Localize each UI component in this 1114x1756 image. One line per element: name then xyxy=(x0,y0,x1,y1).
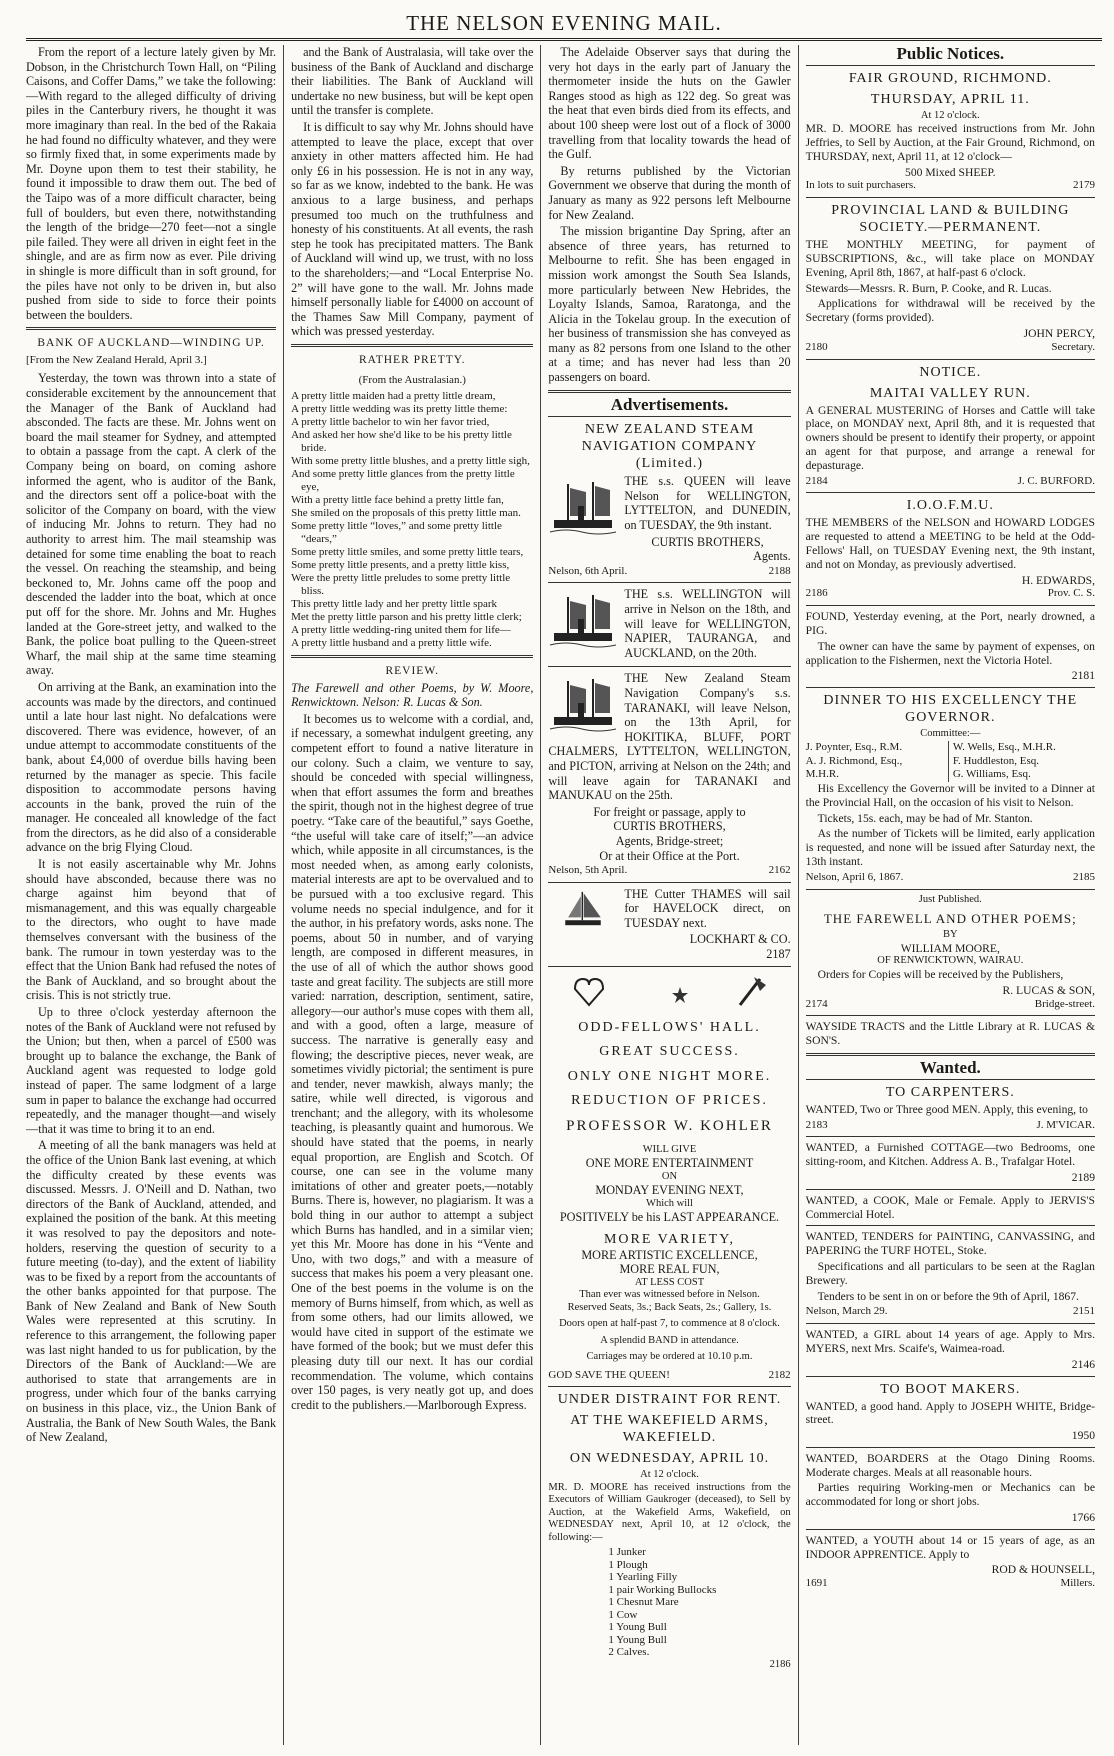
auction-item: 1 pair Working Bullocks xyxy=(608,1583,717,1596)
reduction: REDUCTION OF PRICES. xyxy=(571,1093,768,1109)
withdrawal: Applications for withdrawal will be received by the Secretary (forms provided). xyxy=(805,297,1095,325)
edwards-line xyxy=(806,587,1095,601)
article-paragraph: The Adelaide Observer says that during the very hot days in the early part of January the thermometer inside the huts on the Gawler Ranges stood as high as 122 deg. So great was the heat that even birds died from its effects, and about 100 sheep were lost out of a flock of 3000 travelling from that locality towards the head of the Gulf. xyxy=(548,45,791,162)
moore-auction-text: MR. D. MOORE has received instructions from the Executors of William Gaukroger (deceased), to Sell by Auction, at the Wakefield Arms, Wakefield, on WEDNESDAY next, April 10, at 12 o'clock, the following:— xyxy=(548,1481,791,1543)
boot-text: WANTED, a good hand. Apply to JOSEPH WHITE, Bridge-street. xyxy=(805,1399,1095,1427)
committee-right xyxy=(948,741,1095,782)
columns xyxy=(26,45,1102,1745)
notice-title: NOTICE. xyxy=(919,364,982,380)
queen-agents: Agents. xyxy=(753,549,791,564)
burford: J. C. BURFORD. xyxy=(1017,474,1095,487)
carpenters-title: TO CARPENTERS. xyxy=(885,1084,1015,1100)
queen-ad: THE s.s. QUEEN will leave Nelson for WELLINGTON, LYTTELTON, and DUNEDIN, on TUESDAY, the 9th instant. xyxy=(624,474,791,533)
god-save-line xyxy=(548,1368,790,1383)
percy: JOHN PERCY, xyxy=(1023,327,1095,341)
tenders-date: Nelson, March 29. xyxy=(805,1305,888,1318)
cook-text: WANTED, a COOK, Male or Female. Apply to JERVIS'S Commercial Hotel. xyxy=(805,1193,1095,1221)
orders: Orders for Copies will be received by the Publishers, xyxy=(817,967,1064,981)
taranaki-office: Or at their Office at the Port. xyxy=(599,848,740,863)
poem-line: And asked her how she'd like to be his pretty little bride. xyxy=(291,429,512,455)
lucas-line xyxy=(806,998,1095,1012)
mvicar: J. M'VICAR. xyxy=(1036,1118,1095,1131)
boot-makers-title: TO BOOT MAKERS. xyxy=(880,1381,1021,1397)
nzsn-title: NEW ZEALAND STEAM NAVIGATION COMPANY (Limited.) xyxy=(581,422,758,472)
thames-signature: LOCKHART & CO. xyxy=(689,932,791,947)
ad-number: 2183 xyxy=(805,1118,828,1131)
tickets: Tickets, 15s. each, may be had of Mr. Stanton. xyxy=(817,811,1033,825)
lucas: R. LUCAS & SON, xyxy=(1002,983,1095,997)
review-heading: REVIEW. xyxy=(385,665,439,678)
ad-number: 2146 xyxy=(1071,1357,1095,1371)
hall-title: ODD-FELLOWS' HALL. xyxy=(578,1019,761,1035)
william-moore: WILLIAM MOORE, xyxy=(900,941,1000,955)
ad-number: 2151 xyxy=(1072,1305,1095,1318)
thames-ad: THE Cutter THAMES will sail for HAVELOCK direct, on TUESDAY next. xyxy=(624,886,791,930)
limited: As the number of Tickets will be limited, early application is requested, and none will be issued after Saturday next, the 13th instant. xyxy=(805,827,1095,869)
divider xyxy=(548,666,790,667)
divider xyxy=(806,65,1095,66)
renwicktown: OF RENWICKTOWN, WAIRAU. xyxy=(877,955,1024,967)
ad-number: 2180 xyxy=(805,340,828,353)
divider xyxy=(806,197,1095,198)
monday: MONDAY EVENING NEXT, xyxy=(595,1183,744,1198)
divider xyxy=(806,1376,1095,1377)
poem-line: This pretty little lady and her pretty little spark xyxy=(291,598,497,611)
wellington-ad: THE s.s. WELLINGTON will arrive in Nelson on the 18th, and will leave for WELLINGTON, NAPIER, TAURANGA, and AUCKLAND, on the 20th. xyxy=(624,587,791,660)
noon: At 12 o'clock. xyxy=(920,109,980,121)
great-success: GREAT SUCCESS. xyxy=(599,1044,740,1060)
poem-line: She smiled on the proposals of this pretty little man. xyxy=(291,507,521,520)
divider xyxy=(548,390,790,393)
column-4 xyxy=(798,45,1102,1745)
poem-line: With a pretty little face behind a pretty little fan, xyxy=(291,494,504,507)
article-paragraph: It is not easily ascertainable why Mr. Johns should have absconded, because there was no charge against him beyond that of mismanagement, and this was equally chargeable to the directors, who ought to have made themselves conversant with the business of the bank. The rumour in town yesterday was to the effect that the Union Bank had refused the notes of the Bank of Auckland, and so brought about the crisis. This is not strictly true. xyxy=(26,857,277,1003)
boarders-text-2: Parties requiring Working-men or Mechanics can be accommodated for long or short jobs. xyxy=(805,1481,1095,1509)
article-paragraph: On arriving at the Bank, an examination into the accounts was made by the directors, and continued until a late hour last night. No defalcations were discovered. There was evidence, however, of an undue attempt to accommodate constituents of the bank, about £4,000 of overdue bills having been returned by the manager as specie. This facile disposition to accommodate persons having accounts in the bank, proved the ruin of the manager. He concealed all knowledge of the fact from the directors, as he did also of a considerable advance on the brig Flying Cloud. xyxy=(26,679,277,855)
carpenters-line xyxy=(806,1119,1095,1133)
article-paragraph: A meeting of all the bank managers was held at the office of the Union Bank last evening, at which the difficulty created by these events was discussed. Messrs. J. O'Neill and D. Nathan, two directors of the Bank of Auckland, attended, and explained the position of the bank. At this meeting it was resolved to pay the depositors and note-holders, reserving the question of security to a future meeting (to-day), and the extent of liability was to be fixed by a report from the accountants of the other banks appointed for that purpose. The Bank of New Zealand and Bank of New South Wales were represented at this scrutiny. In reference to this arrangement, the following paper was last night handed to us for publication, by the Directors of the Bank of Auckland:—We are authorised to state that arrangements are in progress, under which four of the banks carrying on business in this place, viz., the Union Bank of Australia, the Bank of New South Wales, the Bank of New Zealand, xyxy=(26,1138,277,1445)
divider xyxy=(806,1136,1095,1137)
farewell-title: THE FAREWELL AND OTHER POEMS; xyxy=(823,911,1077,927)
divider xyxy=(806,1447,1095,1448)
more-fun: MORE REAL FUN, xyxy=(619,1262,720,1277)
stewards: Stewards—Messrs. R. Burn, P. Cooke, and R. Lucas. xyxy=(805,281,1052,295)
poem-line: A pretty little husband and a pretty little wife. xyxy=(291,637,492,650)
fair-ground-title: FAIR GROUND, RICHMOND. xyxy=(848,70,1052,86)
bridge-street: Bridge-street. xyxy=(1034,997,1095,1010)
masthead: THE NELSON EVENING MAIL. xyxy=(26,8,1102,41)
wednesday-title: ON WEDNESDAY, APRIL 10. xyxy=(569,1451,770,1467)
committee-member: F. Huddleston, Esq. xyxy=(952,754,1040,767)
auction-item: 1 Plough xyxy=(608,1558,648,1571)
ad-number: 2186 xyxy=(805,587,828,600)
taranaki-ad: THE New Zealand Steam Navigation Company's s.s. TARANAKI, will leave Nelson, on the 13th April, for HOKITIKA, BLUFF, PORT CHALMERS, LYTTELTON, WELLINGTON, and PICTON, arriving at Nelson on the 24th; and will leave again for TARANAKI and MANUKAU on the 25th. xyxy=(548,671,791,803)
ad-number: 2184 xyxy=(805,474,828,487)
article-paragraph: and the Bank of Australasia, will take over the business of the Bank of Auckland and discharge their liabilities. The Bank of Auckland will undertake no new business, but will be kept open until the transfer is complete. xyxy=(291,45,534,118)
dinner-line xyxy=(806,871,1095,885)
sheep: 500 Mixed SHEEP. xyxy=(905,165,996,179)
tenders-line xyxy=(806,1305,1095,1319)
review-title: The Farewell and other Poems, by W. Moore, Renwicktown. Nelson: R. Lucas & Son. xyxy=(291,680,534,710)
column-2 xyxy=(283,45,540,1745)
column-3 xyxy=(540,45,797,1745)
article-paragraph: The mission brigantine Day Spring, after an absence of three years, has returned to Melbourne to refit. She has been engaged in mission work amongst the South Sea Islands, more particularly between New Hebrides, the Loyalty Islands, Samoa, Raratonga, and the Alicia in the Tokelau group. In the execution of her business of transmission she has conveyed as many as 82 persons from one Island to the other at a time; and has never had less than 20 passengers on board. xyxy=(548,224,791,385)
taranaki-apply: For freight or passage, apply to xyxy=(593,804,746,819)
ad-number: 2188 xyxy=(768,564,791,577)
cutter-icon xyxy=(548,889,618,933)
tenders-text-3: Tenders to be sent in on or before the 9th of April, 1867. xyxy=(817,1289,1079,1303)
oddfellows-emblems xyxy=(548,971,790,1011)
poem-line: A pretty little wedding-ring united them for life— xyxy=(291,624,511,637)
committee-label: Committee:— xyxy=(920,728,981,740)
divider xyxy=(806,605,1095,606)
tenders-text-2: Specifications and all particulars to be seen at the Raglan Brewery. xyxy=(805,1259,1095,1287)
article-heading: BANK OF AUCKLAND—WINDING UP. xyxy=(37,337,265,350)
provincial-text: THE MONTHLY MEETING, for payment of SUBSCRIPTIONS, &c., will take place on MONDAY Evening, April 8th, 1867, at half-past 6 o'clock. xyxy=(805,238,1095,279)
divider xyxy=(806,889,1095,890)
auction-item: 1 Yearling Filly xyxy=(608,1571,678,1584)
rod-line xyxy=(806,1577,1095,1591)
committee-member: W. Wells, Esq., M.H.R. xyxy=(952,740,1056,753)
public-notices-heading: Public Notices. xyxy=(896,45,1005,63)
thursday-title: THURSDAY, APRIL 11. xyxy=(870,91,1030,107)
carpenters-text: WANTED, Two or Three good MEN. Apply, this evening, to xyxy=(805,1102,1088,1116)
committee-member: M.H.R. xyxy=(805,768,839,781)
dinner-date: Nelson, April 6, 1867. xyxy=(805,870,904,883)
youth-text: WANTED, a YOUTH about 14 or 15 years of age, as an INDOOR APPRENTICE. Apply to xyxy=(805,1533,1095,1561)
axe-icon xyxy=(730,971,770,1011)
committee-left xyxy=(806,741,948,782)
article-source: [From the New Zealand Herald, April 3.] xyxy=(26,353,207,366)
column-1 xyxy=(26,45,283,1745)
queen-footer xyxy=(548,564,790,579)
millers: Millers. xyxy=(1060,1577,1095,1590)
wayside: WAYSIDE TRACTS and the Little Library at R. LUCAS & SON'S. xyxy=(805,1020,1095,1048)
doors: Doors open at half-past 7, to commence at 8 o'clock. xyxy=(559,1318,780,1330)
maitai-text: A GENERAL MUSTERING of Horses and Cattle will take place, on MONDAY next, April 8th, and it is requested that owners should be present to identify their property, or appoint an agent for that purpose, and arrange a renewal for depasturage. xyxy=(805,403,1095,472)
more-variety: MORE VARIETY, xyxy=(603,1231,736,1247)
divider xyxy=(806,687,1095,688)
ad-number: 1950 xyxy=(1071,1429,1095,1443)
committee xyxy=(806,741,1095,782)
one-more: ONE MORE ENTERTAINMENT xyxy=(585,1156,754,1171)
divider xyxy=(548,966,790,967)
divider xyxy=(806,1323,1095,1324)
divider xyxy=(26,327,276,330)
advertisements-heading: Advertisements. xyxy=(610,394,729,414)
ioofmu-title: I.O.O.F.M.U. xyxy=(906,498,994,514)
girl-text: WANTED, a GIRL about 14 years of age. Apply to Mrs. MYERS, next Mrs. Scaife's, Waimea-road. xyxy=(805,1328,1095,1355)
moon-star-icon xyxy=(650,971,690,1011)
poem-line: Were the pretty little preludes to some pretty little bliss. xyxy=(291,572,511,598)
divider xyxy=(548,582,790,583)
lots-line xyxy=(806,179,1095,193)
maitai-title: MAITAI VALLEY RUN. xyxy=(869,385,1031,401)
wanted-heading: Wanted. xyxy=(919,1057,981,1077)
ad-number: 1766 xyxy=(1071,1511,1095,1525)
ad-number: 2182 xyxy=(768,1368,791,1381)
article-paragraph: Yesterday, the town was thrown into a state of considerable excitement by the announcement that the Manager of the Bank of Auckland had absconded. The facts are these. Mr. Johns went on board the mail steamer for Sydney, and attempted to obtain a passage from the capt. A clerk of the Company being on board, on coming ashore informed the agent, who is auditor of the Bank, and the directors sent off a police-boat with the solicitor of the Company on board, with the view of inducing Mr. Johns to return. They had no authority to arrest him. The mail steamship was detained for some time enabling the boat to reach the vessel. On reaching the steamship, and being beckoned to, Mr. Johns came off the poop and descended the ladder into the boat, which at once put off for the shore. Mr. Johns and Mr. Hughes landed at the Gore-street jetty, and walked to the Bank, the police boat pulling to the Queen-street Wharf, the mail ship at the same time steaming away. xyxy=(26,371,277,678)
divider xyxy=(548,416,790,417)
poem-line: Some pretty little smiles, and some pretty little tears, xyxy=(291,546,524,559)
wakefield-title: AT THE WAKEFIELD ARMS, WAKEFIELD. xyxy=(570,1413,769,1446)
steamship-icon xyxy=(548,589,618,651)
poem-line: Some pretty little presents, and a pretty little kiss, xyxy=(291,559,510,572)
which-will: Which will xyxy=(646,1197,693,1209)
noon: At 12 o'clock. xyxy=(640,1469,699,1481)
divider xyxy=(291,655,533,658)
less-cost: AT LESS COST xyxy=(634,1276,705,1288)
positively: POSITIVELY be his LAST APPEARANCE. xyxy=(559,1210,780,1225)
prov-cs: Prov. C. S. xyxy=(1047,587,1095,600)
secretary: Secretary. xyxy=(1051,340,1095,353)
pig-text: FOUND, Yesterday evening, at the Port, nearly drowned, a PIG. xyxy=(805,610,1095,638)
divider xyxy=(806,1225,1095,1226)
one-night: ONLY ONE NIGHT MORE. xyxy=(567,1068,772,1084)
poem-line: Some pretty little “loves,” and some pretty little “dears,” xyxy=(291,520,502,546)
seats: Reserved Seats, 3s.; Back Seats, 2s.; Gallery, 1s. xyxy=(567,1301,772,1313)
on-label: ON xyxy=(661,1170,678,1182)
ad-number: 2187 xyxy=(766,947,791,962)
poem-line: A pretty little bachelor to win her favor tried, xyxy=(291,416,490,429)
article-paragraph: By returns published by the Victorian Government we observe that during the month of January as many as 922 persons left Melbourne for New Zealand. xyxy=(548,163,791,222)
divider xyxy=(806,1189,1095,1190)
committee-member: G. Williams, Esq. xyxy=(952,768,1031,781)
auction-items xyxy=(548,1546,790,1659)
divider xyxy=(548,882,790,883)
tenders-text: WANTED, TENDERS for PAINTING, CANVASSING, and PAPERING the TURF HOTEL, Stoke. xyxy=(805,1230,1095,1258)
taranaki-signature: CURTIS BROTHERS, xyxy=(613,819,726,834)
poem xyxy=(291,390,533,650)
cottage-text: WANTED, a Furnished COTTAGE—two Bedrooms, one sitting-room, and Kitchen. Address A. B., Trafalgar Hotel. xyxy=(805,1141,1095,1169)
divider xyxy=(806,1079,1095,1080)
invited: His Excellency the Governor will be invited to a Dinner at the Provincial Hall, on the occasion of his visit to Nelson. xyxy=(805,782,1095,809)
taranaki-agents: Agents, Bridge-street; xyxy=(615,833,724,848)
review-paragraph: It becomes us to welcome with a cordial, and, if necessary, a somewhat indulgent greeting, any competent effort to found a native literature in our colony. Such a claim, we venture to say, should be conceded with special willingness, when that effort assumes the form and breathes the spirit, though not in the highest degree of true poetry. “Take care of the beautiful,” says Goethe, “the useful will take care of itself;”—an advice which, while apposite in all circumstances, is the most needed when, as among early colonists, material interests are apt to be overvalued and to be pursued with a too exclusive regard. This volume needs no special indulgence, and for it the author, in his prefatory words, asks none. The poems, about 50 in number, and of varying length, are composed in different measures, in the use of all of which the author shows good taste and great facility. The subjects are still more varied: narration, description, sentiment, satire, allegory—our author's muse copes with them all, and with a good, often a large, measure of success. The narrative is generally easy and flowing; the descriptive pieces, never weak, are sometimes vividly pictorial; the sentiment is pure and tender, never mawkish, always manly; the satire, while well directed, is vigorous and trenchant; and the allegory, with its wholesome teaching, is pleasantly quaint and humorous. We should have stated that the poems, in nearly equal proportion, are English and Scotch. Of course, one can see in the volume many imitations of other and greater poets,—notably Burns. There is, however, no plagiarism. It was a bold thing in our author to attempt a subject which Burns has handled, and in a similar vien; yet this Mr. Moore has done in his “Vente and Uno, with two dogs,” and with a measure of success that makes his poem a very pleasant one. One of the best poems in the volume is on the memory of Burns himself, from which, as well as from some others, had our limits allowed, we would have cited in support of the estimate we have formed of the book; but we must defer this pleasing duty till our next. It has our cordial recommendation. The volume, which contains over 150 pages, is very neatly got up, and does credit to the publishers.—Marlborough Express. xyxy=(291,711,534,1412)
auction-item: 1 Cow xyxy=(608,1608,638,1621)
ad-number: 2174 xyxy=(805,997,828,1010)
carriages: Carriages may be ordered at 10.10 p.m. xyxy=(586,1351,753,1363)
just-published: Just Published. xyxy=(918,893,982,905)
taranaki-footer xyxy=(548,863,790,878)
ad-number: 2162 xyxy=(768,864,791,877)
queen-signature: CURTIS BROTHERS, xyxy=(651,534,764,549)
ad-number: 2181 xyxy=(1071,669,1095,683)
steamship-icon xyxy=(548,476,618,538)
ioofmu-text: THE MEMBERS of the NELSON and HOWARD LODGES are requested to attend a MEETING to be held at the Odd-Fellows' Hall, on TUESDAY Evening next, the 9th instant, and not on Monday, as previously advertised. xyxy=(805,516,1095,571)
poem-line: A pretty little wedding was its pretty little theme: xyxy=(291,403,508,416)
article-piling: From the report of a lecture lately given by Mr. Dobson, in the Christchurch Town Hall, on “Piling Caisons, and Coffer Dams,” we take the following:—With regard to the alleged difficulty of driving piles in the Canterbury rivers, he thought it was more imaginary than real. In the bed of the Rakaia he had found no difficulty whatever, and they were so firmly fixed that, in some experiments made by Mr. Doyne upon them to test their stability, he found it impossible to draw them out. The bed of the Taipo was of a more difficult character, being full of boulders, but even there, notwithstanding the length of the bridge—270 feet—not a single pile failed. They were all driven in eight feet in the shingle, and are as firm now as ever. Pile driving in shingle is more difficult than in soft ground, for the piles have not only to be driven in, but also pushed from side to side to force their points between the boulders. xyxy=(26,45,277,322)
ad-number: 1691 xyxy=(805,1577,828,1590)
by: BY xyxy=(943,929,958,941)
taranaki-date: Nelson, 5th April. xyxy=(548,864,628,877)
god-save: GOD SAVE THE QUEEN! xyxy=(548,1368,670,1381)
more-artistic: MORE ARTISTIC EXCELLENCE, xyxy=(581,1247,758,1262)
distraint-title: UNDER DISTRAINT FOR RENT. xyxy=(557,1392,782,1408)
edwards: H. EDWARDS, xyxy=(1021,573,1095,587)
divider xyxy=(806,1053,1095,1056)
auction-item: 1 Junker xyxy=(608,1546,646,1559)
auction-item: 2 Calves. xyxy=(608,1646,650,1659)
divider xyxy=(291,344,533,347)
ad-number: 2189 xyxy=(1071,1170,1095,1184)
poem-line: A pretty little maiden had a pretty little dream, xyxy=(291,390,496,403)
rod: ROD & HOUNSELL, xyxy=(991,1563,1095,1577)
article-paragraph: Up to three o'clock yesterday afternoon the notes of the Bank of Auckland were not refused by the Union; but then, when a parcel of £500 was brought up to balance the exchange, the Bank of Auckland agent was requested to lodge gold instead of paper. The same lodgment of a large sum in paper to balance the exchange had occurred repeatedly, and the manager thought—and wisely—that it was time to bring it to an end. xyxy=(26,1005,277,1136)
auction-item: 1 Young Bull xyxy=(608,1621,667,1634)
committee-member: A. J. Richmond, Esq., xyxy=(805,754,903,767)
provincial-title: PROVINCIAL LAND & BUILDING SOCIETY.—PERMANENT. xyxy=(831,203,1070,236)
pig-text-2: The owner can have the same by payment of expenses, on application to the Fishermen, next the Victoria Hotel. xyxy=(805,639,1095,667)
queen-date: Nelson, 6th April. xyxy=(548,564,628,577)
ad-number: 2179 xyxy=(1072,179,1095,192)
divider xyxy=(806,1015,1095,1016)
divider xyxy=(806,492,1095,493)
auction-item: 1 Chesnut Mare xyxy=(608,1596,679,1609)
poem-line: With some pretty little blushes, and a pretty little sigh, xyxy=(291,455,530,468)
ad-number: 2186 xyxy=(769,1658,791,1670)
divider xyxy=(548,1386,790,1387)
boarders-text: WANTED, BOARDERS at the Otago Dining Rooms. Moderate charges. Meals at all reasonable hours. xyxy=(805,1451,1095,1479)
poem-line: And some pretty little glances from the pretty little eye, xyxy=(291,468,515,494)
divider xyxy=(806,359,1095,360)
maitai-line xyxy=(806,475,1095,489)
poem-source: (From the Australasian.) xyxy=(358,374,466,387)
lots: In lots to suit purchasers. xyxy=(805,179,916,192)
band: A splendid BAND in attendance. xyxy=(600,1334,739,1346)
fair-text: MR. D. MOORE has received instructions from Mr. John Jeffries, to Sell by Auction, at the Fair Ground, Richmond, on THURSDAY, next, April 11, at 12 o'clock— xyxy=(805,122,1095,163)
dinner-title: DINNER TO HIS EXCELLENCY THE GOVERNOR. xyxy=(823,693,1078,726)
article-paragraph: It is difficult to say why Mr. Johns should have attempted to leave the place, except that over anxiety in other matters affected him. He had only £6 in his possession. He is not in any way, so far as we know, indebted to the bank. He was anxious to a large business, and perhaps presumed too much on the truthfulness and honesty of his constituents. At all events, the rash step he took has precipitated matters. The Bank of Auckland will wind up, we trust, with no loss to the shareholders;—and “Local Enterprise No. 2” will have gone to the wall. Mr. Johns made himself personally liable for £4000 on account of the Thames Saw Mill Company, payment of which was pressed yesterday. xyxy=(291,119,534,339)
professor: PROFESSOR W. KOHLER xyxy=(566,1118,773,1135)
poem-heading: RATHER PRETTY. xyxy=(359,353,466,366)
will-give: WILL GIVE xyxy=(642,1143,697,1155)
heart-hand-icon xyxy=(569,971,609,1011)
committee-member: J. Poynter, Esq., R.M. xyxy=(805,740,903,753)
divider xyxy=(806,1529,1095,1530)
auction-item: 1 Young Bull xyxy=(608,1633,667,1646)
poem-line: Met the pretty little parson and his pretty little clerk; xyxy=(291,611,522,624)
steamship-icon xyxy=(548,673,618,735)
ad-number: 2185 xyxy=(1072,870,1095,883)
than-ever: Than ever was witnessed before in Nelson. xyxy=(579,1289,760,1301)
percy-line xyxy=(806,341,1095,355)
